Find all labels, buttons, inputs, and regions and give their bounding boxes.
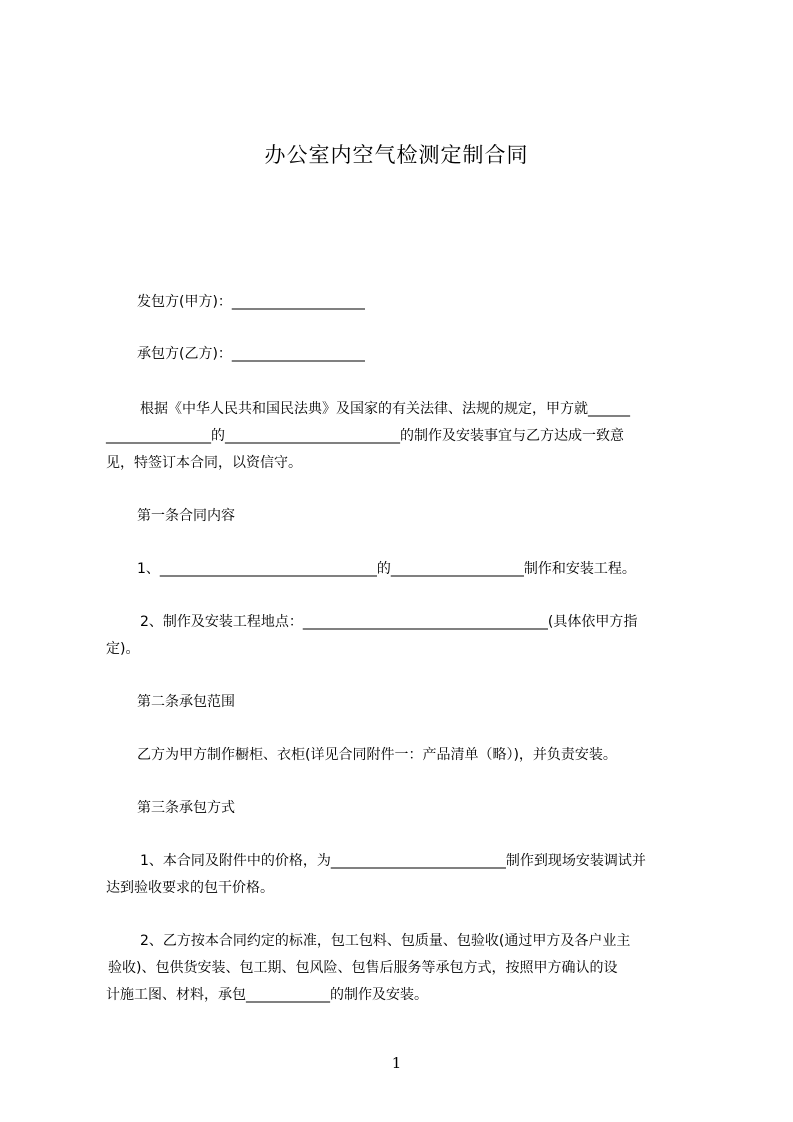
intro-line-2: _______________的_________________________的制作及安装事宜与乙方达成一致意 (106, 428, 624, 444)
article-3-item-2-line-2: 验收)、包供货安装、包工期、包风险、包售后服务等承包方式，按照甲方确认的设 (108, 960, 618, 976)
article-3-heading: 第三条承包方式 (137, 800, 235, 816)
intro-line-3: 见，特签订本合同，以资信守。 (106, 455, 302, 471)
article-1-item-2-line-1: 2、制作及安装工程地点：___________________________________(具体依甲方指 (140, 614, 638, 630)
party-b-line: 承包方(乙方)：___________________ (137, 346, 365, 362)
page-number: 1 (391, 1054, 402, 1072)
document-title: 办公室内空气检测定制合同 (264, 143, 529, 167)
intro-line-1: 根据《中华人民共和国民法典》及国家的有关法律、法规的规定，甲方就______ (140, 401, 630, 417)
article-3-item-2-line-1: 2、乙方按本合同约定的标准，包工包料、包质量、包验收(通过甲方及各户业主 (140, 933, 631, 949)
article-3-item-1-line-1: 1、本合同及附件中的价格，为_________________________制作到现场安装调试并 (140, 853, 646, 869)
article-1-item-1: 1、_______________________________的___________________制作和安装工程。 (137, 561, 636, 577)
article-1-heading: 第一条合同内容 (137, 508, 235, 524)
article-2-text: 乙方为甲方制作橱柜、衣柜(详见合同附件一：产品清单（略）)，并负责安装。 (137, 747, 617, 763)
article-2-heading: 第二条承包范围 (137, 694, 235, 710)
article-3-item-1-line-2: 达到验收要求的包干价格。 (106, 880, 274, 896)
article-3-item-2-line-3: 计施工图、材料，承包____________的制作及安装。 (106, 987, 428, 1003)
article-1-item-2-line-2: 定)。 (106, 641, 140, 657)
party-a-line: 发包方(甲方)：___________________ (137, 294, 365, 310)
